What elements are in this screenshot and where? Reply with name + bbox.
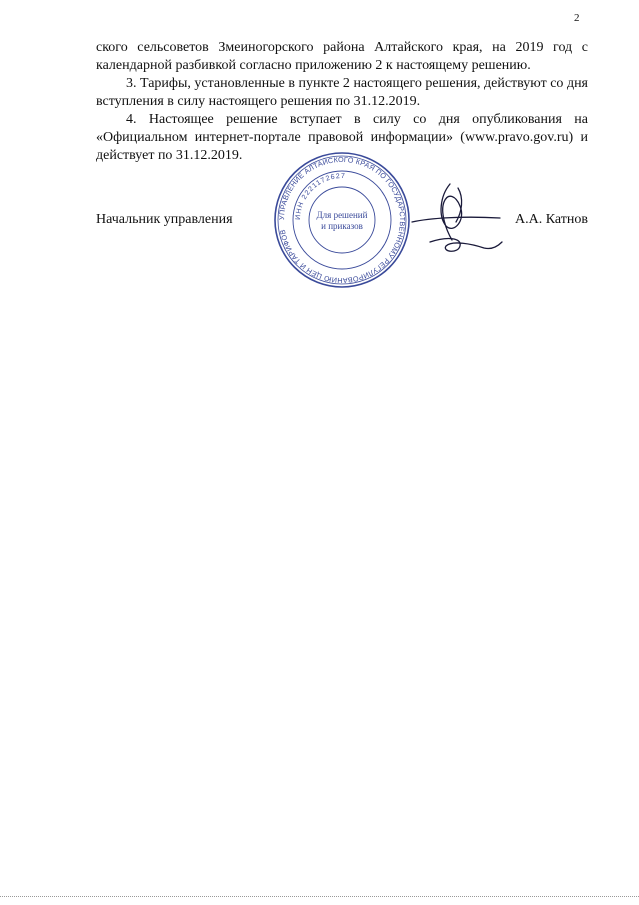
stamp-center-line1: Для решений	[316, 210, 368, 220]
stamp-outer-text: УПРАВЛЕНИЕ АЛТАЙСКОГО КРАЯ ПО ГОСУДАРСТВЕННОМУ РЕГУЛИРОВАНИЮ ЦЕН И ТАРИФОВ	[276, 154, 408, 286]
stamp-inner-text: ИНН 2221172627	[294, 172, 346, 221]
page-number: 2	[574, 12, 580, 24]
document-body	[96, 39, 588, 165]
signatory-title: Начальник управления	[96, 212, 233, 227]
stamp-center-line2: и приказов	[321, 221, 363, 231]
paragraph-4: 4. Настоящее решение вступает в силу со дня опубликования на «Официальном интернет-портале правовой информации» (www.pravo.gov.ru) и действует по 31.12.2019.	[96, 112, 588, 163]
handwritten-signature	[400, 178, 510, 268]
paragraph-3: 3. Тарифы, установленные в пункте 2 настоящего решения, действуют со дня вступления в силу настоящего решения по 31.12.2019.	[96, 76, 588, 109]
official-seal-stamp	[272, 150, 412, 290]
signatory-name: А.А. Катнов	[515, 212, 588, 227]
page-bottom-edge	[0, 896, 639, 898]
paragraph-continuation: ского сельсоветов Змеиногорского района Алтайского края, на 2019 год с календарной разбивкой согласно приложению 2 к настоящему решению.	[96, 40, 588, 73]
